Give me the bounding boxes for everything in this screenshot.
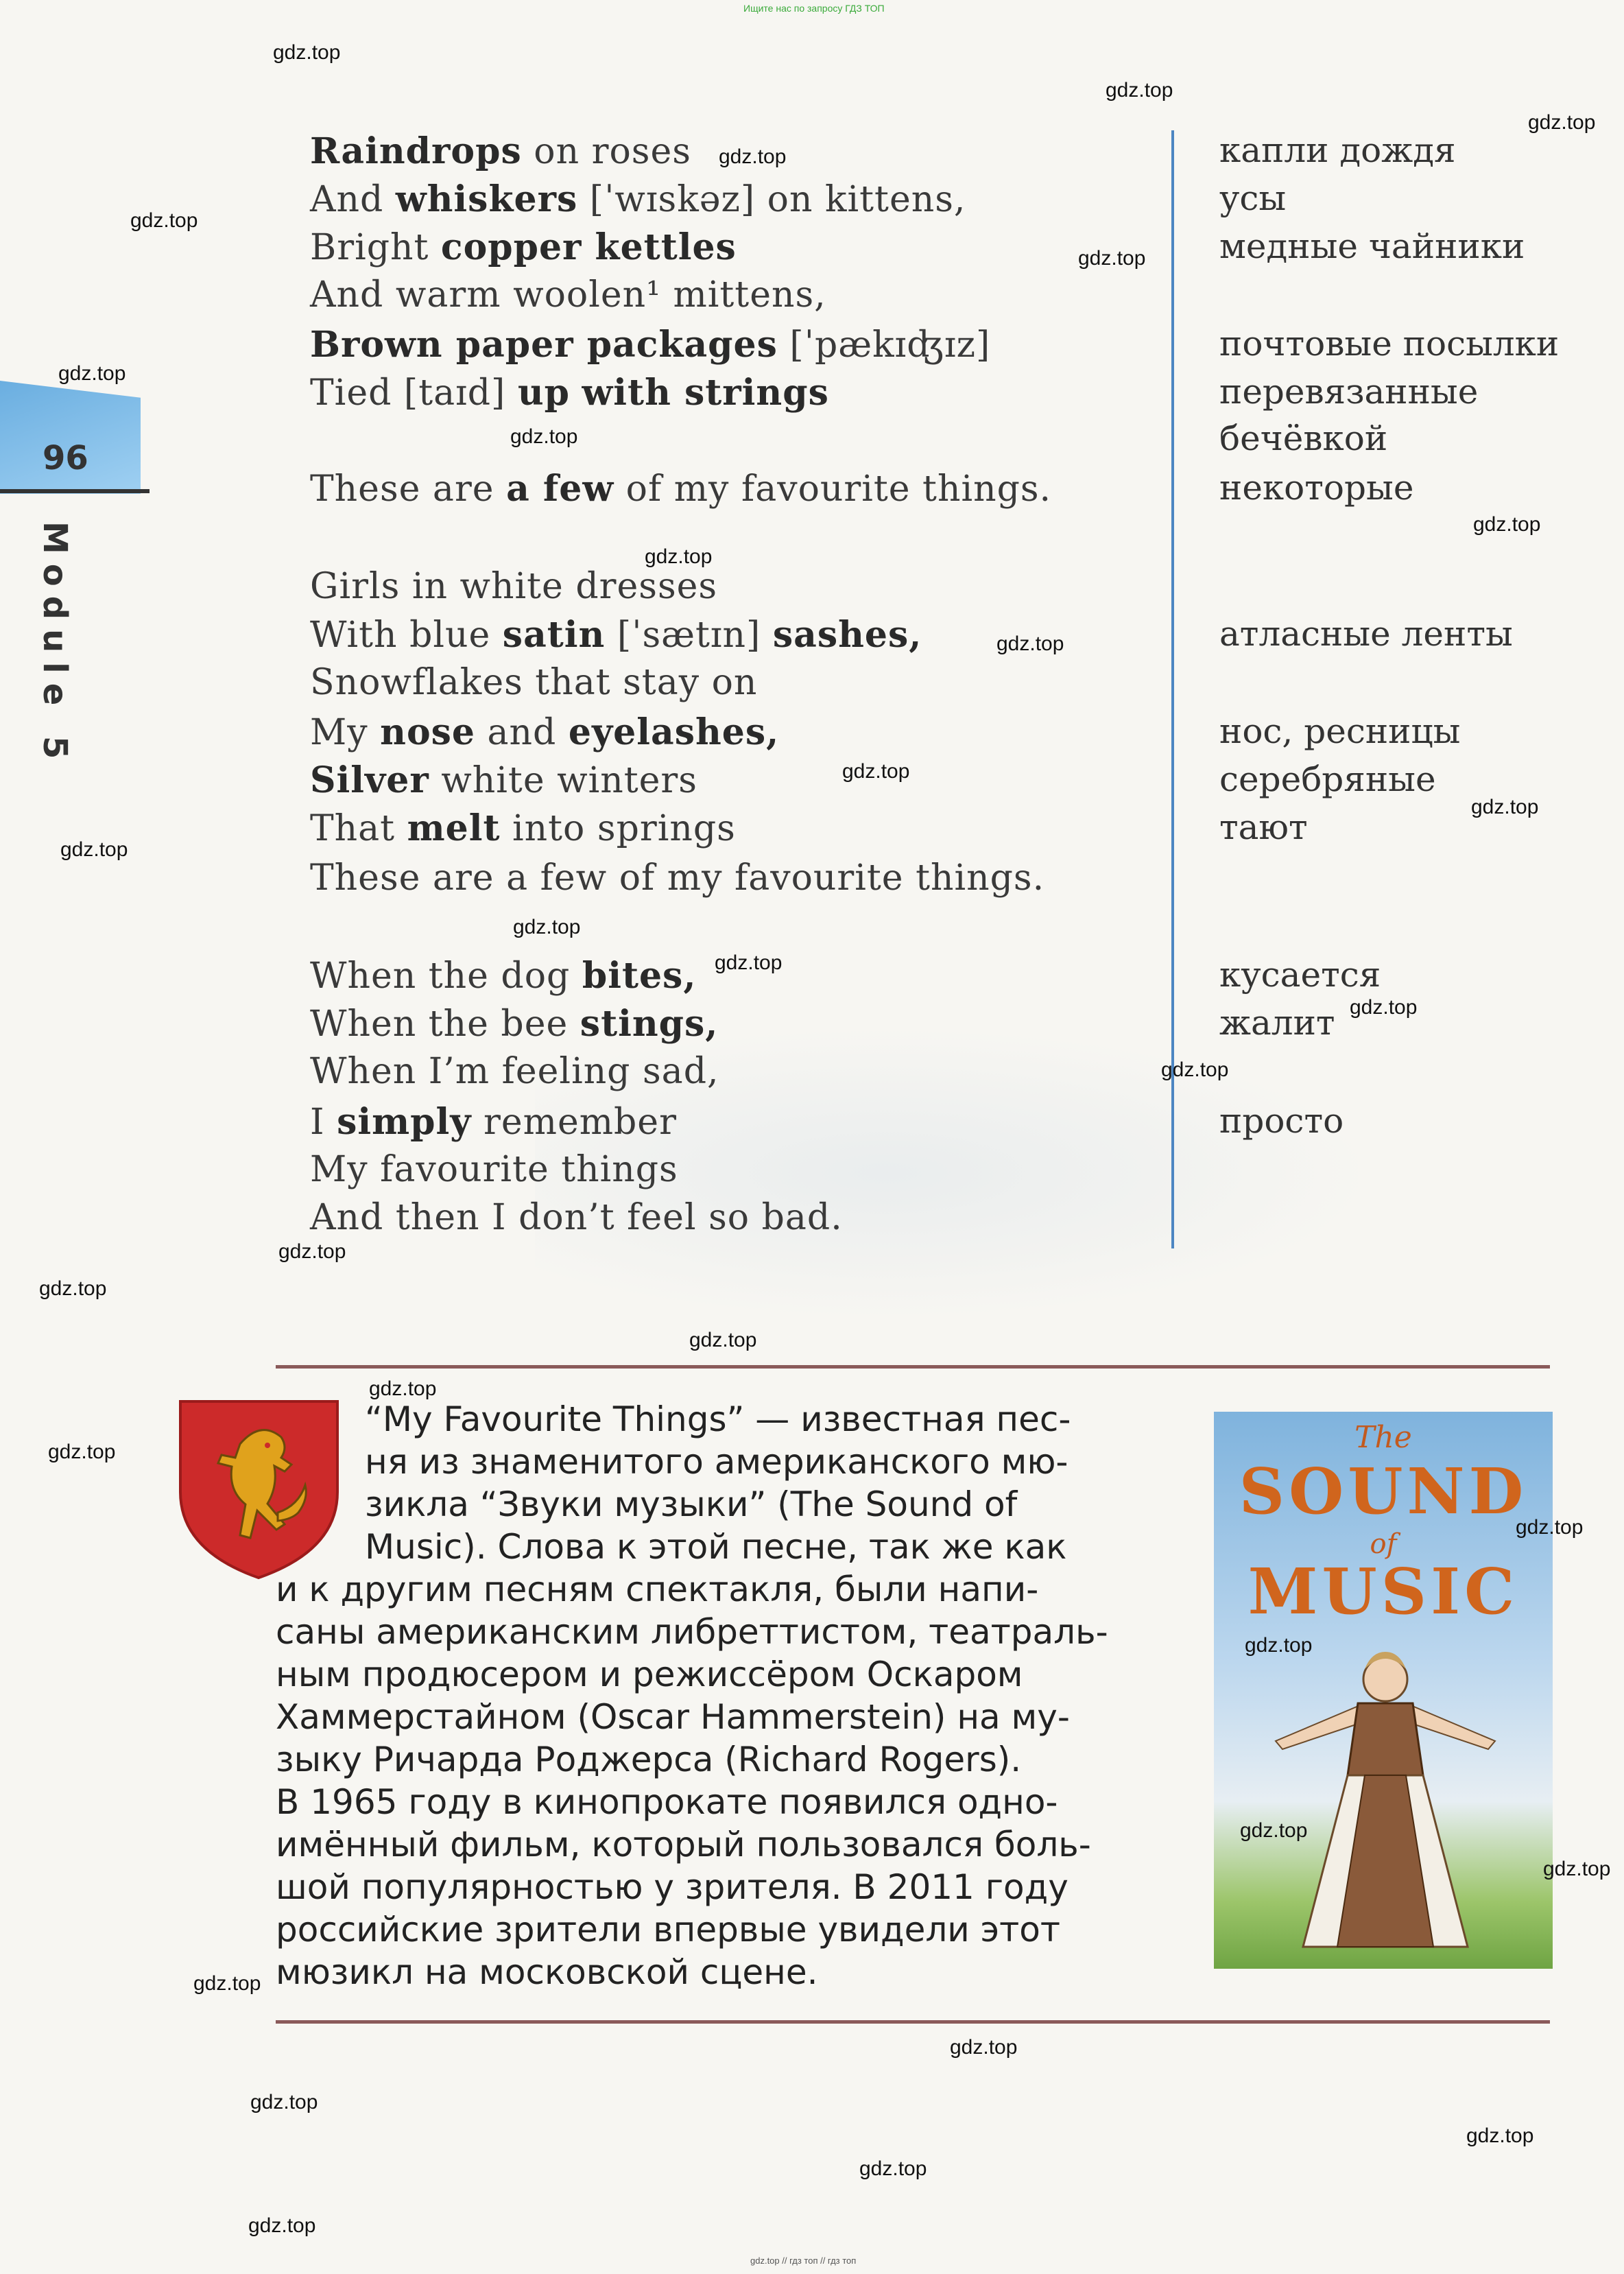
watermark: gdz.top — [39, 1277, 107, 1300]
watermark: gdz.top — [1350, 996, 1418, 1019]
footer-note: gdz.top // гдз топ // гдз топ — [750, 2255, 857, 2266]
watermark: gdz.top — [1240, 1819, 1308, 1842]
gloss: почтовые посылки — [1219, 324, 1560, 364]
watermark: gdz.top — [719, 145, 787, 168]
info-bottom-rule — [276, 2020, 1550, 2024]
gloss: усы — [1219, 178, 1287, 218]
poster-title-sound: SOUND — [1239, 1454, 1528, 1528]
info-text-line: В 1965 году в кинопрокате появился одно- — [276, 1782, 1058, 1822]
poem-line: Bright copper kettles — [310, 226, 737, 268]
watermark: gdz.top — [1078, 247, 1146, 270]
poster-title-music: MUSIC — [1247, 1554, 1519, 1628]
info-text-line: Music). Слова к этой песне, так же как — [365, 1527, 1067, 1567]
watermark: gdz.top — [273, 41, 341, 64]
watermark: gdz.top — [278, 1240, 346, 1263]
poem-line: My favourite things — [310, 1149, 678, 1190]
poem-line: And warm woolen¹ mittens, — [310, 274, 826, 316]
poem-line: That melt into springs — [310, 807, 736, 849]
poem-line: When I’m feeling sad, — [310, 1051, 719, 1092]
watermark: gdz.top — [48, 1441, 116, 1463]
watermark: gdz.top — [1245, 1634, 1313, 1657]
watermark: gdz.top — [513, 916, 581, 938]
info-text-line: шой популярностью у зрителя. В 2011 году — [276, 1867, 1068, 1907]
poem-line: Girls in white dresses — [310, 566, 718, 607]
poem-line: Raindrops on roses — [310, 130, 691, 172]
info-top-rule — [276, 1365, 1550, 1369]
poem-line: And then I don’t feel so bad. — [310, 1197, 843, 1238]
module-label: Module 5 — [36, 521, 74, 769]
gloss: кусается — [1219, 955, 1381, 995]
watermark: gdz.top — [250, 2091, 318, 2113]
gloss: тают — [1219, 807, 1308, 847]
info-text-line: зикла “Звуки музыки” (The Sound of — [365, 1484, 1018, 1524]
poem-line: Silver white winters — [310, 759, 697, 801]
watermark: gdz.top — [193, 1972, 261, 1995]
watermark: gdz.top — [1466, 2124, 1534, 2147]
info-text-line: российские зрители впервые увидели этот — [276, 1910, 1060, 1950]
gloss: капли дождя — [1219, 130, 1456, 170]
watermark: gdz.top — [58, 362, 126, 385]
watermark: gdz.top — [130, 209, 198, 232]
poem-line: Tied [taɪd] up with strings — [310, 372, 829, 414]
poem-line: When the dog bites, — [310, 955, 697, 997]
page-number: 96 — [43, 439, 88, 477]
poster-title-of: of — [1370, 1528, 1397, 1560]
sound-of-music-poster — [1214, 1412, 1553, 1969]
poem-line: When the bee stings, — [310, 1003, 719, 1045]
watermark: gdz.top — [369, 1377, 437, 1400]
gloss: медные чайники — [1219, 226, 1525, 266]
poem-line: With blue satin [ˈsætɪn] sashes, — [310, 614, 922, 656]
gloss: серебряные — [1219, 759, 1436, 799]
page-number-rule — [0, 489, 150, 493]
gloss: нос, ресницы — [1219, 711, 1461, 751]
watermark: gdz.top — [248, 2214, 316, 2237]
info-text-line: ным продюсером и режиссёром Оскаром — [276, 1655, 1023, 1694]
poem-line: These are a few of my favourite things. — [310, 468, 1052, 510]
watermark: gdz.top — [1161, 1058, 1229, 1081]
gloss: атласные ленты — [1219, 614, 1513, 654]
watermark: gdz.top — [996, 632, 1064, 655]
lion-shield-icon — [175, 1396, 343, 1581]
info-text-line: имённый фильм, который пользовался боль- — [276, 1825, 1091, 1864]
info-text-line: и к другим песням спектакля, были напи- — [276, 1570, 1039, 1609]
poem-line: These are a few of my favourite things. — [310, 857, 1045, 899]
info-text-line: мюзикл на московской сцене. — [276, 1952, 818, 1992]
gloss: жалит — [1219, 1003, 1335, 1043]
info-text-line: Хаммерстайном (Oscar Hammerstein) на му- — [276, 1697, 1070, 1737]
gloss: просто — [1219, 1101, 1344, 1141]
watermark: gdz.top — [1106, 79, 1173, 102]
header-note: Ищите нас по запросу ГДЗ ТОП — [743, 3, 885, 14]
watermark: gdz.top — [1516, 1516, 1584, 1539]
gloss: бечёвкой — [1219, 418, 1388, 458]
poem-line: I simply remember — [310, 1101, 677, 1143]
watermark: gdz.top — [1471, 796, 1539, 818]
watermark: gdz.top — [689, 1329, 757, 1351]
watermark: gdz.top — [645, 545, 713, 568]
watermark: gdz.top — [1528, 111, 1596, 134]
gloss: перевязанные — [1219, 372, 1479, 412]
watermark: gdz.top — [950, 2036, 1018, 2059]
poster-title-the: The — [1354, 1420, 1412, 1455]
watermark: gdz.top — [510, 425, 578, 448]
poem-line: Brown paper packages [ˈpækɪʤɪz] — [310, 324, 991, 366]
info-text-line: “My Favourite Things” — известная пес- — [365, 1399, 1071, 1439]
poem-line: Snowflakes that stay on — [310, 662, 758, 703]
info-text-line: саны американским либреттистом, театраль- — [276, 1612, 1108, 1652]
poem-line: My nose and eyelashes, — [310, 711, 780, 753]
watermark: gdz.top — [1543, 1858, 1611, 1880]
watermark: gdz.top — [1473, 513, 1541, 536]
watermark: gdz.top — [60, 838, 128, 861]
gloss: некоторые — [1219, 468, 1414, 508]
info-text-line: зыку Ричарда Роджерса (Richard Rogers). — [276, 1740, 1022, 1779]
singing-woman-figure — [1262, 1638, 1509, 1961]
info-text-line: ня из знаменитого американского мю- — [365, 1442, 1068, 1482]
watermark: gdz.top — [715, 951, 783, 974]
watermark: gdz.top — [859, 2157, 927, 2180]
poem-line: And whiskers [ˈwɪskəz] on kittens, — [310, 178, 966, 220]
watermark: gdz.top — [842, 760, 910, 783]
